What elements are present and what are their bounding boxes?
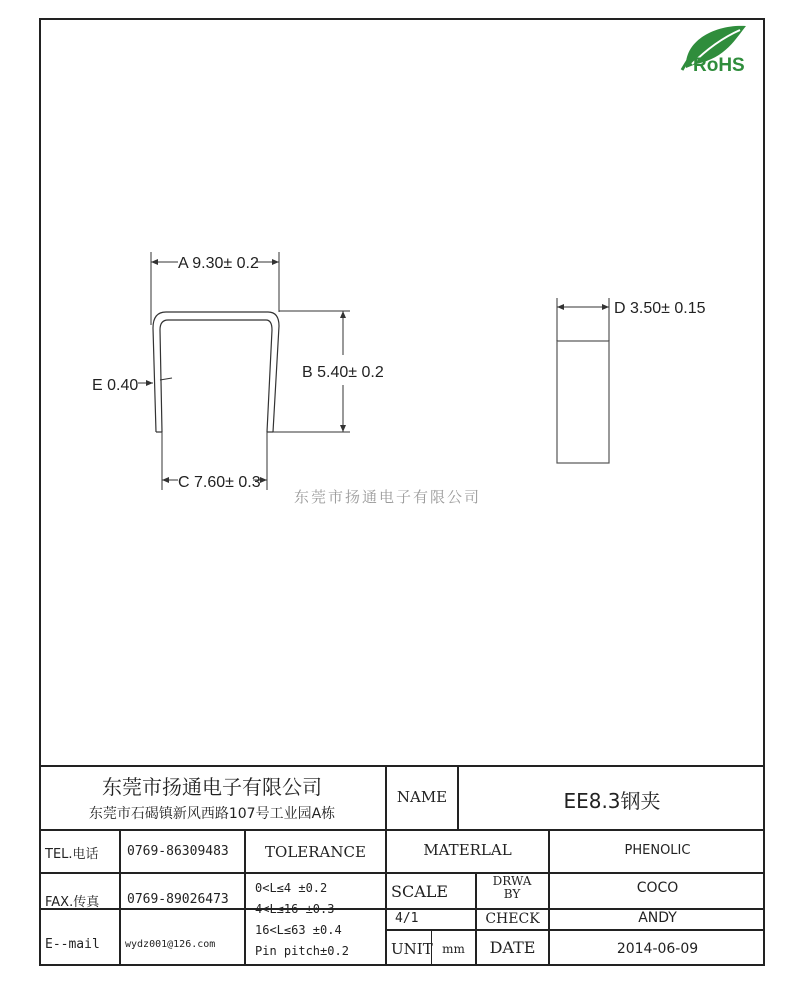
scale-value: 4/1 xyxy=(395,911,419,926)
company-name: 东莞市扬通电子有限公司 xyxy=(102,775,322,799)
part-name: EE8.3钢夹 xyxy=(563,789,661,813)
clip-outline-inner xyxy=(160,320,272,432)
email-value: wydz001@126.com xyxy=(125,939,216,950)
tolerance-row: 4<L≤16 ±0.3 xyxy=(255,902,335,916)
tel-value: 0769-86309483 xyxy=(127,844,229,859)
email-label: E--mail xyxy=(45,937,100,952)
dimension-c-label: C 7.60± 0.3 xyxy=(178,474,261,491)
scale-label: SCALE xyxy=(391,882,449,901)
dimension-b xyxy=(273,311,384,432)
material-label: MATERLAL xyxy=(423,841,512,859)
drawn-by-value: COCO xyxy=(636,880,679,896)
watermark: 东莞市扬通电子有限公司 xyxy=(294,488,482,506)
clip-outline-outer xyxy=(153,312,279,432)
date-label: DATE xyxy=(489,938,536,957)
drawn-by-label: DRWA BY xyxy=(492,874,532,901)
dimension-a-label: A 9.30± 0.2 xyxy=(178,255,259,272)
tolerance-row: 0<L≤4 ±0.2 xyxy=(255,881,328,895)
tolerance-label: TOLERANCE xyxy=(265,843,366,861)
check-label: CHECK xyxy=(485,911,540,927)
check-value: ANDY xyxy=(638,910,677,926)
rohs-logo-text: RoHS xyxy=(693,55,745,76)
fax-label: FAX.传真 xyxy=(45,895,100,910)
title-block xyxy=(39,765,765,966)
unit-label: UNIT xyxy=(391,940,433,958)
tolerance-row: 16<L≤63 ±0.4 xyxy=(255,923,342,937)
dimension-c xyxy=(162,432,267,491)
dimension-e-label: E 0.40 xyxy=(92,377,139,394)
material-value: PHENOLIC xyxy=(624,843,691,858)
dimension-d xyxy=(557,298,706,341)
dimension-b-label: B 5.40± 0.2 xyxy=(302,364,384,381)
company-address: 东莞市石碣镇新风西路107号工业园A栋 xyxy=(88,806,336,822)
dimension-a xyxy=(151,252,279,325)
dimension-e xyxy=(92,377,172,394)
tel-label: TEL.电话 xyxy=(45,847,99,862)
date-value: 2014-06-09 xyxy=(616,941,699,957)
fax-value: 0769-89026473 xyxy=(127,892,229,907)
unit-value: mm xyxy=(442,942,465,956)
side-view xyxy=(557,341,609,463)
tolerance-row: Pin pitch±0.2 xyxy=(255,944,349,958)
name-label: NAME xyxy=(396,788,448,806)
dimension-d-label: D 3.50± 0.15 xyxy=(614,300,706,317)
